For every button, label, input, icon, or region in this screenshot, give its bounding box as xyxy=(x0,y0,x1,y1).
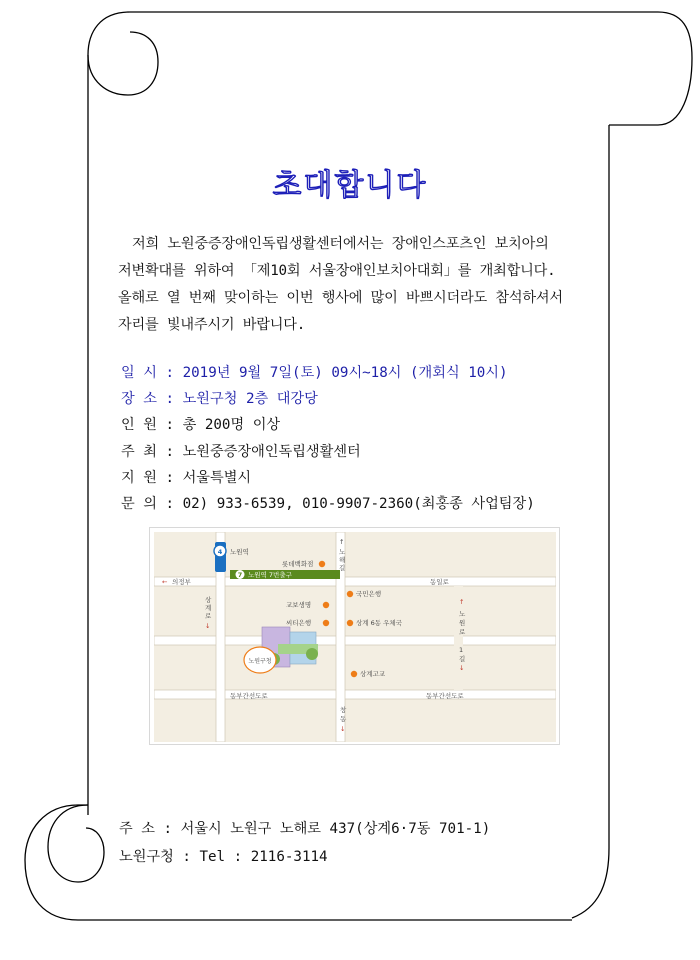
page-title: 초대합니다 xyxy=(272,168,428,203)
line4-label: 4 xyxy=(217,548,223,556)
marker-icon xyxy=(351,671,357,677)
map-sanggye-2: 계 xyxy=(205,604,212,612)
map-gu-office: 노원구청 xyxy=(248,658,272,665)
detail-people: 인 원 : 총 200명 이상 xyxy=(121,417,281,434)
map-kookmin: 국민은행 xyxy=(356,590,382,598)
map-post: 상계 6동 우체국 xyxy=(356,619,402,627)
footer-address: 주 소 : 서울시 노원구 노해로 437(상계6·7동 701-1) xyxy=(119,821,491,837)
map-exit: 노원역 7번출구 xyxy=(248,571,292,579)
map-sanggye-1: 상 xyxy=(205,596,212,604)
map-nohae-3: 길 xyxy=(339,564,346,572)
map-nohae-right-4: 1 xyxy=(459,646,464,654)
intro-line-3: 올해로 열 번째 맞이하는 이번 행사에 많이 바쁘시더라도 참석하셔서 xyxy=(118,290,563,306)
map-nohae-right-2: 원 xyxy=(459,619,466,627)
svg-text:↑: ↑ xyxy=(339,538,345,546)
marker-icon xyxy=(347,591,353,597)
location-map xyxy=(149,527,560,745)
map-nohae-right-5: 길 xyxy=(459,655,466,663)
map-dongil: 동일로 xyxy=(430,578,449,586)
footer-phone: 노원구청 : Tel : 2116-3114 xyxy=(119,849,328,865)
map-nohae-right-1: 노 xyxy=(459,610,466,618)
intro-line-2: 저변확대를 위하여 「제10회 서울장애인보치아대회」를 개최합니다. xyxy=(118,263,556,279)
marker-icon xyxy=(323,602,329,608)
detail-date: 일 시 : 2019년 9월 7일(토) 09시~18시 (개회식 10시) xyxy=(121,365,508,381)
detail-place: 장 소 : 노원구청 2층 대강당 xyxy=(121,391,318,408)
intro-line-1: 저희 노원중증장애인독립생활센터에서는 장애인스포츠인 보치아의 xyxy=(132,236,549,252)
map-station: 노원역 xyxy=(230,548,249,556)
map-highschool: 상계고교 xyxy=(360,670,386,678)
marker-icon xyxy=(319,561,325,567)
line7-label: 7 xyxy=(237,571,243,579)
scroll-top-roll xyxy=(130,12,692,125)
map-nohae-1: 노 xyxy=(339,548,346,556)
detail-host: 주 최 : 노원중증장애인독립생활센터 xyxy=(121,443,361,460)
map-uijeongbu: 의정부 xyxy=(172,578,191,586)
map-sanggye-3: 로 xyxy=(205,612,212,620)
map-lotte: 롯데백화점 xyxy=(282,560,314,568)
map-citi: 씨티은행 xyxy=(286,619,312,627)
map-dongbu-left: 동부간선도로 xyxy=(230,692,268,700)
svg-text:↑: ↑ xyxy=(459,598,465,606)
map-nohae-right-3: 로 xyxy=(459,628,466,636)
footer-info xyxy=(119,815,490,871)
event-details xyxy=(121,360,535,517)
marker-icon xyxy=(323,620,329,626)
svg-text:↓: ↓ xyxy=(459,664,465,672)
map-changdong-1: 창 xyxy=(340,706,347,714)
svg-text:↓: ↓ xyxy=(340,725,346,733)
map-drawing xyxy=(154,532,556,742)
intro-paragraph xyxy=(118,231,596,339)
intro-line-4: 자리를 빛내주시기 바랍니다. xyxy=(118,317,306,333)
map-nohae-2: 해 xyxy=(339,556,346,564)
detail-support: 지 원 : 서울특별시 xyxy=(121,469,252,486)
svg-text:↓: ↓ xyxy=(205,622,211,630)
map-dongbu-right: 동부간선도로 xyxy=(426,692,464,700)
map-changdong-2: 동 xyxy=(340,715,347,723)
detail-contact: 문 의 : 02) 933-6539, 010-9907-2360(최홍종 사업팀장) xyxy=(121,496,535,513)
svg-text:←: ← xyxy=(162,578,168,586)
marker-icon xyxy=(347,620,353,626)
map-kyobo: 교보생명 xyxy=(286,601,312,609)
